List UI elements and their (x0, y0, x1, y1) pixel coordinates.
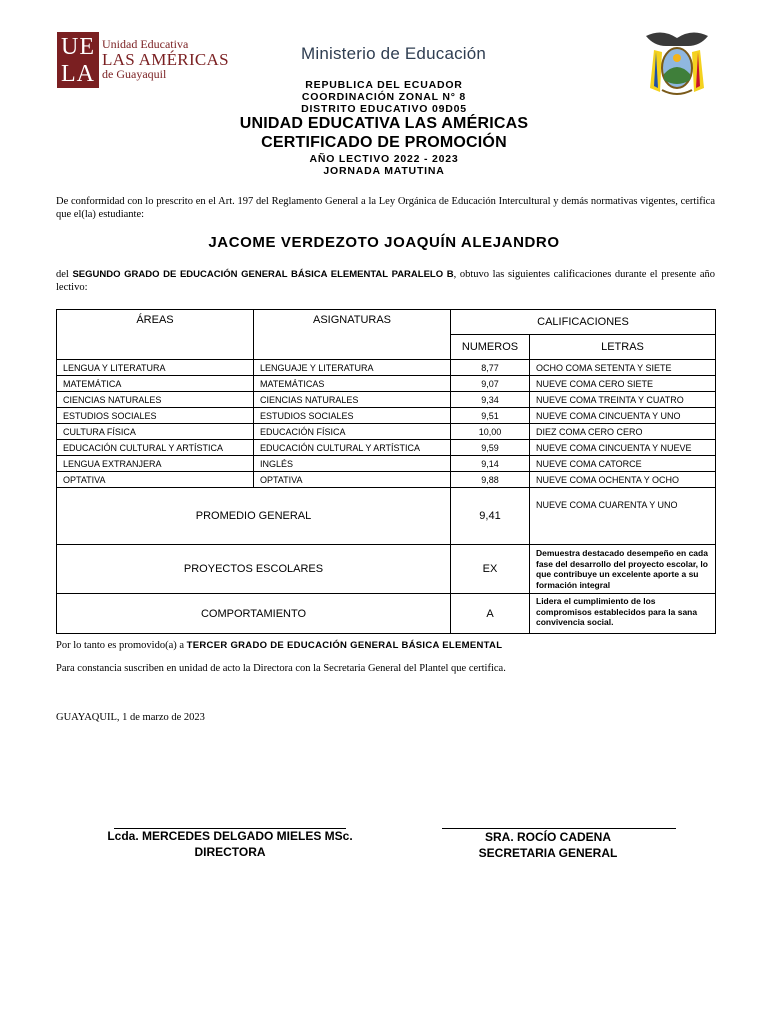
comportamiento-letras: Lidera el cumplimiento de los compromisos establecidos para la sana convivencia social. (530, 594, 716, 634)
row-letras: NUEVE COMA OCHENTA Y OCHO (530, 472, 716, 488)
table-row (57, 376, 716, 392)
row-asignatura: LENGUAJE Y LITERATURA (254, 360, 451, 376)
table-row (57, 440, 716, 456)
promedio-letras: NUEVE COMA CUARENTA Y UNO (530, 488, 716, 545)
table-row (57, 392, 716, 408)
logo-line-2: LAS AMÉRICAS (102, 50, 229, 69)
row-asignatura: MATEMÁTICAS (254, 376, 451, 392)
grades-table (56, 309, 716, 634)
proyectos-numero: EX (451, 545, 530, 594)
signature-left-title: DIRECTORA (194, 845, 266, 859)
promotion-sentence (56, 639, 715, 652)
proyectos-label: PROYECTOS ESCOLARES (57, 545, 451, 594)
row-letras: NUEVE COMA CINCUENTA Y UNO (530, 408, 716, 424)
header-coordinacion: COORDINACIÓN ZONAL N° 8 (301, 91, 467, 103)
row-asignatura: OPTATIVA (254, 472, 451, 488)
row-area: ESTUDIOS SOCIALES (57, 408, 254, 424)
proyectos-letras: Demuestra destacado desempeño en cada fase del desarrollo del proyecto escolar, lo que contribuye un excelente aporte a su formación integral (530, 545, 716, 594)
row-asignatura: EDUCACIÓN CULTURAL Y ARTÍSTICA (254, 440, 451, 456)
proyectos-row (57, 545, 716, 594)
signature-left-name: Lcda. MERCEDES DELGADO MIELES MSc. (107, 829, 353, 843)
promedio-numero: 9,41 (451, 488, 530, 545)
row-area: OPTATIVA (57, 472, 254, 488)
row-letras: OCHO COMA SETENTA Y SIETE (530, 360, 716, 376)
row-asignatura: ESTUDIOS SOCIALES (254, 408, 451, 424)
header-republica: REPUBLICA DEL ECUADOR (305, 79, 463, 91)
row-area: MATEMÁTICA (57, 376, 254, 392)
grade-sentence-grade: SEGUNDO GRADO DE EDUCACIÓN GENERAL BÁSICA ELEMENTAL PARALELO B (72, 269, 454, 280)
signature-line-right (442, 828, 676, 829)
row-numero: 9,14 (451, 456, 530, 472)
row-area: CIENCIAS NATURALES (57, 392, 254, 408)
header-asignaturas: ASIGNATURAS (254, 310, 451, 360)
signature-right-name: SRA. ROCÍO CADENA (484, 830, 611, 844)
comportamiento-numero: A (451, 594, 530, 634)
row-numero: 9,88 (451, 472, 530, 488)
table-row (57, 456, 716, 472)
constancia-sentence: Para constancia suscriben en unidad de acto la Directora con la Secretaria General del Plantel que certifica. (56, 663, 506, 674)
table-row (57, 424, 716, 440)
header-institucion: UNIDAD EDUCATIVA LAS AMÉRICAS (239, 115, 529, 132)
row-area: CULTURA FÍSICA (57, 424, 254, 440)
promotion-prefix: Por lo tanto es promovido(a) a (56, 640, 185, 651)
row-numero: 9,51 (451, 408, 530, 424)
logo-letters-bottom: LA (61, 61, 95, 87)
row-area: LENGUA EXTRANJERA (57, 456, 254, 472)
header-calificaciones: CALIFICACIONES (451, 310, 716, 335)
row-numero: 9,34 (451, 392, 530, 408)
table-row (57, 472, 716, 488)
grade-sentence-prefix: del (56, 269, 69, 280)
header-anio-lectivo: AÑO LECTIVO 2022 - 2023 (309, 153, 459, 165)
grade-sentence (56, 268, 715, 294)
header-certificado-title: CERTIFICADO DE PROMOCIÓN (261, 134, 507, 151)
signature-right-title: SECRETARIA GENERAL (478, 846, 618, 860)
comportamiento-label: COMPORTAMIENTO (57, 594, 451, 634)
row-asignatura: CIENCIAS NATURALES (254, 392, 451, 408)
row-asignatura: EDUCACIÓN FÍSICA (254, 424, 451, 440)
logo-letters-top: UE (61, 34, 95, 60)
logo-line-3: de Guayaquil (102, 67, 167, 81)
row-area: LENGUA Y LITERATURA (57, 360, 254, 376)
school-logo-text (102, 38, 229, 80)
row-area: EDUCACIÓN CULTURAL Y ARTÍSTICA (57, 440, 254, 456)
header-areas: ÁREAS (57, 310, 254, 360)
intro-paragraph: De conformidad con lo prescrito en el Art. 197 del Reglamento General a la Ley Orgánica de Educación Intercultural y demás normativas vigentes, certifica que el(la) estudiante: (56, 196, 715, 220)
row-letras: NUEVE COMA TREINTA Y CUATRO (530, 392, 716, 408)
student-name: JACOME VERDEZOTO JOAQUÍN ALEJANDRO (208, 234, 560, 251)
row-letras: NUEVE COMA CINCUENTA Y NUEVE (530, 440, 716, 456)
logo-line-1: Unidad Educativa (102, 37, 189, 51)
promedio-label: PROMEDIO GENERAL (57, 488, 451, 545)
grade-sentence-suffix: , obtuvo las siguientes calificaciones durante el presente año lectivo: (56, 269, 715, 293)
header-distrito: DISTRITO EDUCATIVO 09D05 (301, 103, 467, 115)
row-asignatura: INGLÉS (254, 456, 451, 472)
table-row (57, 408, 716, 424)
header-jornada: JORNADA MATUTINA (323, 165, 445, 177)
row-letras: NUEVE COMA CERO SIETE (530, 376, 716, 392)
header-letras: LETRAS (530, 335, 716, 360)
row-numero: 9,07 (451, 376, 530, 392)
promotion-grade: TERCER GRADO DE EDUCACIÓN GENERAL BÁSICA ELEMENTAL (186, 640, 503, 651)
row-numero: 8,77 (451, 360, 530, 376)
row-numero: 9,59 (451, 440, 530, 456)
promedio-row (57, 488, 716, 545)
comportamiento-row (57, 594, 716, 634)
row-letras: DIEZ COMA CERO CERO (530, 424, 716, 440)
place-date: GUAYAQUIL, 1 de marzo de 2023 (56, 712, 205, 723)
header-numeros: NUMEROS (451, 335, 530, 360)
row-letras: NUEVE COMA CATORCE (530, 456, 716, 472)
row-numero: 10,00 (451, 424, 530, 440)
table-row (57, 360, 716, 376)
ministerio-heading: Ministerio de Educación (301, 44, 487, 63)
